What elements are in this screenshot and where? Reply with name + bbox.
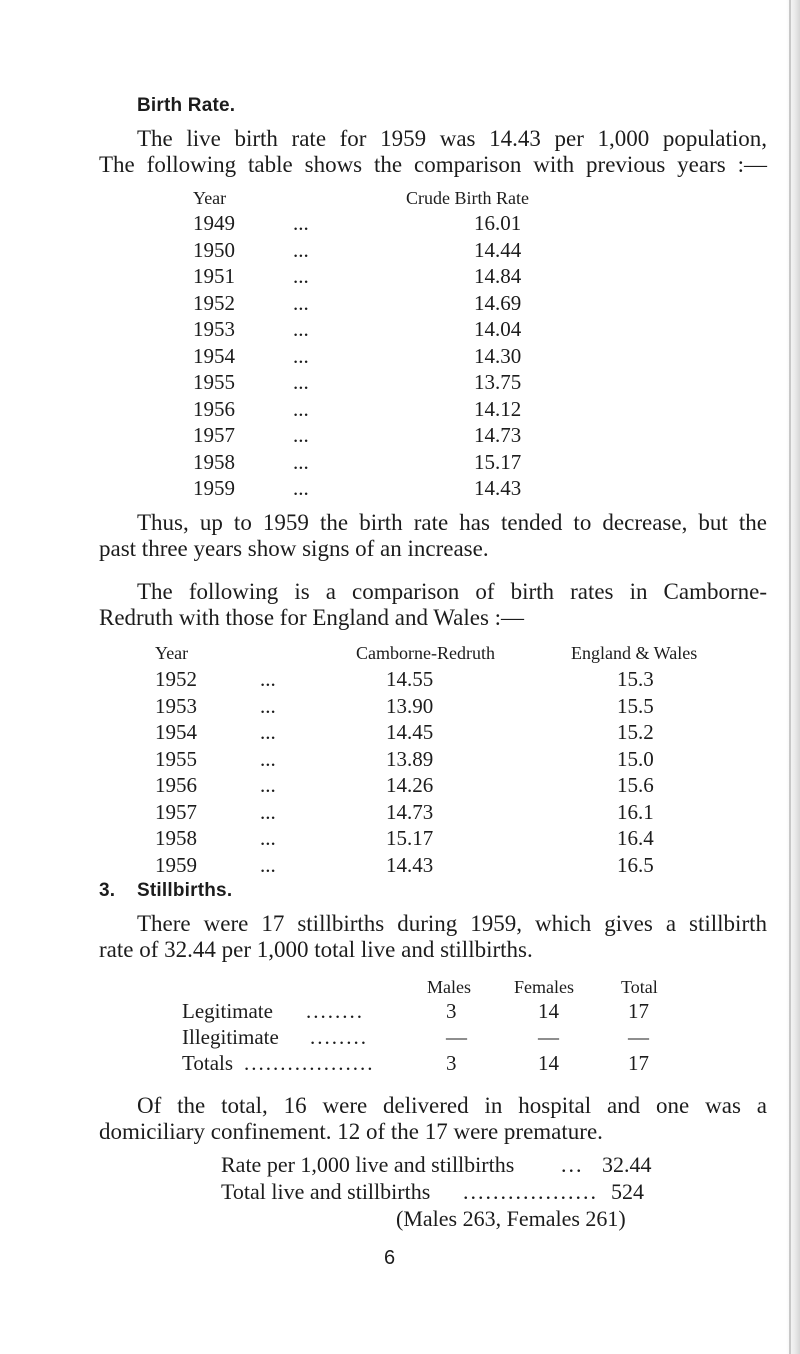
year-cell: 1953: [193, 317, 235, 341]
leader-dots: ...: [293, 317, 309, 341]
england-wales-cell: 16.4: [617, 826, 654, 850]
camborne-redruth-cell: 14.55: [386, 667, 434, 691]
rate-cell: 14.44: [474, 237, 522, 262]
stillbirths-row: [182, 1051, 649, 1075]
comparison-ew-header: England & Wales: [571, 643, 698, 663]
year-cell: 1959: [193, 476, 235, 500]
stillbirth-rate-label: Rate per 1,000 live and stillbirths: [221, 1152, 515, 1177]
year-cell: 1957: [155, 799, 197, 824]
camborne-redruth-cell: 13.90: [386, 693, 434, 718]
stillbirths-intro-line1: There were 17 stillbirths during 1959, which gives a stillbirth: [137, 911, 767, 936]
females-cell: 14: [538, 1051, 559, 1075]
camborne-redruth-cell: 14.73: [386, 799, 434, 824]
year-cell: 1950: [193, 237, 235, 262]
stillbirths-detail-line1: Of the total, 16 were delivered in hospital and one was a: [137, 1093, 767, 1118]
leader-dots: ..................: [244, 1051, 375, 1075]
category-label: Illegitimate: [182, 1025, 279, 1049]
camborne-redruth-cell: 15.17: [386, 826, 434, 850]
leader-dots: ...: [293, 211, 309, 235]
camborne-redruth-cell: 14.26: [386, 773, 434, 797]
leader-dots: ...: [260, 799, 276, 824]
year-cell: 1957: [193, 423, 235, 447]
total-births-line: [221, 1179, 681, 1203]
stillbirths-row: [182, 1025, 649, 1049]
stillbirths-intro-line2: rate of 32.44 per 1,000 total live and stillbirths.: [99, 937, 533, 962]
stillbirths-total-header: Total: [621, 977, 658, 997]
england-wales-cell: 15.5: [617, 693, 654, 718]
comparison-row: [155, 773, 655, 797]
stillbirths-females-header: Females: [514, 977, 574, 997]
birth-rate-row: [193, 476, 573, 500]
leader-dots: ...: [293, 449, 309, 474]
birth-rate-row: [193, 291, 573, 315]
year-cell: 1958: [193, 449, 235, 474]
leader-dots: ...: [260, 746, 276, 771]
year-cell: 1954: [193, 343, 235, 368]
camborne-redruth-cell: 13.89: [386, 746, 434, 771]
year-cell: 1955: [193, 370, 235, 394]
stillbirths-number: 3.: [99, 880, 116, 901]
birth-rate-row: [193, 423, 573, 447]
comparison-row: [155, 720, 655, 744]
year-cell: 1951: [193, 264, 235, 288]
birth-rate-row: [193, 238, 573, 262]
camborne-redruth-cell: 14.45: [386, 720, 434, 744]
comparison-row: [155, 800, 655, 824]
leader-dots: ...: [260, 826, 276, 850]
rate-cell: 16.01: [474, 211, 522, 235]
comparison-row: [155, 667, 655, 691]
stillbirths-heading: Stillbirths.: [137, 880, 233, 901]
year-cell: 1959: [155, 852, 197, 877]
category-label: Legitimate: [182, 999, 273, 1023]
leader-dots: ...: [293, 370, 309, 394]
category-label: Totals: [182, 1051, 234, 1075]
leader-dots: ...: [293, 264, 309, 288]
stillbirth-rate-line: [221, 1152, 681, 1176]
comparison-row: [155, 747, 655, 771]
comparison-row: [155, 826, 655, 850]
birth-rate-summary-line1: Thus, up to 1959 the birth rate has tended to decrease, but the: [137, 510, 767, 535]
birth-table-rate-header: Crude Birth Rate: [406, 188, 529, 208]
comparison-year-header: Year: [155, 643, 189, 663]
rate-cell: 14.04: [474, 317, 522, 341]
birth-table-year-header: Year: [193, 188, 227, 208]
leader-dots: ...: [293, 237, 309, 262]
england-wales-cell: 15.2: [617, 720, 654, 744]
rate-cell: 14.84: [474, 264, 522, 288]
leader-dots: ...: [260, 667, 276, 691]
birth-rate-summary-line2: past three years show signs of an increase.: [99, 536, 489, 561]
leader-dots: ...: [260, 773, 276, 797]
leader-dots: ...: [293, 476, 309, 500]
birth-rate-row: [193, 264, 573, 288]
birth-rate-intro-line1: The live birth rate for 1959 was 14.43 per 1,000 population,: [137, 126, 767, 151]
rate-cell: 14.30: [474, 343, 522, 368]
stillbirths-detail-line2: domiciliary confinement. 12 of the 17 were premature.: [99, 1119, 603, 1144]
leader-dots: ...: [260, 852, 276, 877]
rate-cell: 14.69: [474, 290, 522, 315]
comparison-cr-header: Camborne-Redruth: [356, 643, 495, 663]
rate-cell: 14.43: [474, 476, 522, 500]
stillbirths-males-header: Males: [427, 977, 471, 997]
birth-rate-row: [193, 397, 573, 421]
birth-rate-intro-line2: The following table shows the comparison with previous years :—: [99, 152, 767, 177]
leader-dots: ...: [293, 423, 309, 447]
year-cell: 1949: [193, 211, 235, 235]
year-cell: 1953: [155, 693, 197, 718]
comparison-row: [155, 694, 655, 718]
birth-rate-heading: Birth Rate.: [137, 95, 236, 116]
year-cell: 1958: [155, 826, 197, 850]
total-births-leader: ..................: [463, 1179, 598, 1204]
comparison-row: [155, 853, 655, 877]
leader-dots: ...: [260, 693, 276, 718]
year-cell: 1952: [193, 290, 235, 315]
birth-rate-row: [193, 344, 573, 368]
stillbirth-rate-leader: ...: [561, 1152, 584, 1177]
total-births-value: 524: [611, 1179, 644, 1204]
leader-dots: ...: [293, 290, 309, 315]
birth-rate-row: [193, 317, 573, 341]
comparison-intro-line2: Redruth with those for England and Wales :—: [99, 605, 525, 630]
birth-rate-row: [193, 211, 573, 235]
leader-dots: ...: [293, 396, 309, 421]
england-wales-cell: 16.5: [617, 852, 654, 877]
stillbirth-rate-value: 32.44: [602, 1152, 652, 1177]
leader-dots: ...: [293, 343, 309, 368]
males-cell: —: [446, 1025, 467, 1049]
rate-cell: 14.73: [474, 423, 522, 447]
leader-dots: ........: [310, 1025, 368, 1049]
page-number: 6: [384, 1247, 396, 1269]
rate-cell: 14.12: [474, 396, 522, 421]
rate-cell: 13.75: [474, 370, 522, 394]
males-cell: 3: [446, 999, 457, 1023]
england-wales-cell: 15.6: [617, 773, 654, 797]
year-cell: 1956: [193, 396, 235, 421]
leader-dots: ........: [306, 999, 364, 1023]
males-cell: 3: [446, 1051, 457, 1075]
england-wales-cell: 15.0: [617, 746, 654, 771]
birth-rate-row: [193, 370, 573, 394]
year-cell: 1952: [155, 667, 197, 691]
england-wales-cell: 16.1: [617, 799, 654, 824]
rate-cell: 15.17: [474, 449, 522, 474]
total-cell: 17: [628, 1051, 649, 1075]
page-edge-line: [789, 0, 791, 1354]
leader-dots: ...: [260, 720, 276, 744]
females-cell: 14: [538, 999, 559, 1023]
total-births-label: Total live and stillbirths: [221, 1179, 431, 1204]
total-cell: —: [628, 1025, 649, 1049]
comparison-intro-line1: The following is a comparison of birth rates in Camborne-: [137, 579, 767, 604]
females-cell: —: [538, 1025, 559, 1049]
year-cell: 1954: [155, 720, 197, 744]
total-cell: 17: [628, 999, 649, 1023]
camborne-redruth-cell: 14.43: [386, 852, 434, 877]
year-cell: 1956: [155, 773, 197, 797]
birth-rate-row: [193, 450, 573, 474]
stillbirths-row: [182, 999, 649, 1023]
england-wales-cell: 15.3: [617, 667, 654, 691]
births-split-note: (Males 263, Females 261): [396, 1206, 626, 1231]
year-cell: 1955: [155, 746, 197, 771]
